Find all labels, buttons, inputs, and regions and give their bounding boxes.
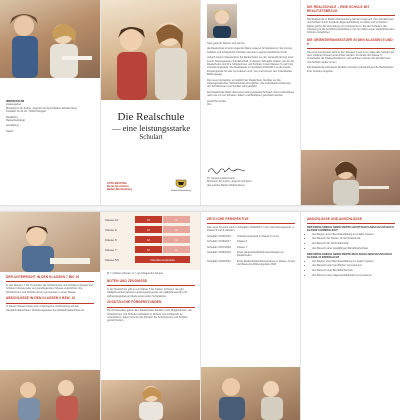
heading-divider [307,223,395,224]
letter-sender [207,177,295,187]
level-label: Orientierungsstufe [150,258,175,262]
heading-divider [6,303,94,304]
baden-wuerttemberg-logo [167,178,195,192]
timeline-text: Erste Realschulabschlussprüfung in Klasse 10 auf der Basis des Bildungsplans 2016 [237,259,295,267]
sender-title: Ministerin für Kultus, Jugend und Sport [207,180,252,184]
perspektive-section [207,218,295,267]
unterricht-section [6,276,94,314]
cover-photo [101,0,201,100]
cover-students-illustration [101,0,201,100]
section-paragraph: Die Realschule in Baden-Württemberg hat den Anspruch, ihre Schülerinnen und Schüler durch fundierte Allgemeinbildung zu Abitur und zu fördern. Dabei gehört die Vermittlung von Kompetenzen, die den Schülern den Übergang in die berufliche Ausbildung und zum Abitur einer weiterführenden Schule ermöglichen. [307,17,395,35]
list-item: • den Besuch eines beruflichen Gymnasiums [312,264,395,267]
sub-heading: DER ERFOLGREICH ABSOLVIERTE REALSCHULABSCHLUSS NACH KLASSE 10 ERMÖGLICHT [307,252,393,260]
letter-closing: Herzliche Grüße [207,99,226,103]
cover-title-line3: Schulart [139,133,163,141]
list-item: • den Beginn einer Berufsausbildung im dualen System [312,233,395,236]
classroom-illustration [301,150,400,205]
timeline-text: Klasse 6 [237,240,247,244]
section-heading: ZEITLICHE PERSPEKTIVE [207,217,249,221]
list-item: • den Beginn einer Berufsausbildung im dualen System [312,260,395,263]
timeline-row [207,251,295,258]
diagram-caption: M = mittleres Niveau, G = grundlegendes Niveau [107,272,164,275]
timeline-year: Schuljahr 2016/2017 [207,240,231,244]
section-paragraph: Die Poolstunden geben den Realschulen deutlich mehr Möglichkeiten, die Schülerinnen und Schüler individuell zu fördern und erfolgreich zu unterstützen. Damit können die Schulen die Schülerinnen und Schüler gezielt fördern. [107,309,192,323]
cover-title-block [101,111,201,142]
cover-page [100,0,201,205]
impressum-line: Gestaltung: [6,124,20,128]
girl-reading-photo [101,380,201,420]
level-label: M [147,248,150,252]
intro-text [307,6,395,75]
perspektive-page [200,212,301,420]
class-label: Klasse 5/6 [105,258,120,262]
list-item: • den Besuch einer Berufsfachschule [312,269,395,272]
teacher-photo [201,367,301,420]
heading-divider [307,15,395,16]
section-heading: DIE REALSCHULE – EINE SCHULE MIT REALITÄTSBEZUG [307,5,370,13]
students-photo [0,0,100,78]
section-heading: DIE ORIENTIERUNGSSTUFE IN DEN KLASSEN 5 UND 6 [307,37,393,46]
classroom-photo [301,150,400,205]
letter-page [200,0,301,205]
section-heading: NOTEN UND ZEUGNISSE [107,279,148,283]
section-heading: ABSCHLÜSSE IN DEN KLASSEN 9 BZW. 10 [6,296,76,301]
minister-portrait [207,4,237,38]
timeline-text: Klasse 7 [237,245,247,249]
timeline-row [207,235,295,238]
section-heading: ABSCHLÜSSE UND ANSCHLÜSSE [307,217,362,221]
heading-divider [207,223,295,224]
list-item: • den Besuch der Klasse 10 der Realschule [312,237,395,240]
girl-reading-illustration [101,380,201,420]
concept-diagram-svg [101,212,201,270]
gute-bildung-logo: GUTE BILDUNG Beste Aussichten Baden-Württemberg [107,182,132,192]
letter-paragraph: Die Realschule bleibt damit eine leistungsstarke Schulart, deren Abschlüsse nach wie vor bei Schülern, Eltern und Betrieben geschätzt werden. [207,90,295,98]
impressum-line: Herausgeber: [6,103,22,107]
brochure-inner-spread [0,212,400,420]
sender-title: des Landes Baden-Württemberg [207,183,245,187]
level-label: G [175,228,178,232]
letter-paragraph: die Realschule ist eine tragende Säule unseres Schulsystems. Sie ist eine beliebte und erfolgreiche Schulart mit einem eigenen fachlichen Profil. [207,47,293,54]
level-label: G [175,238,178,242]
sub-heading: DER ERFOLGREICH ABSOLVIERTE HAUPTSCHULABSCHLUSS NACH KLASSE 9 ERMÖGLICHT [307,225,394,233]
section-heading: ZUSÄTZLICHE FÖRDERSTUNDEN [107,300,162,305]
signature [207,165,247,175]
level-label: M [147,238,150,242]
level-label: G [175,248,178,252]
heading-divider [107,285,195,286]
abschluss-list [307,260,395,277]
impressum-heading: IMPRESSUM [6,99,25,103]
students-illustration [0,0,100,78]
list-item: • den Besuch einer zweijährigen Berufsfachschule [312,247,395,250]
impressum-line: Stand: [6,129,14,133]
heading-divider [6,281,94,282]
timeline-text: Erste Hauptschulabschlussprüfungen an Realschulen [237,251,284,258]
intro-panel [300,0,400,205]
class-label: Klasse 8 [105,238,117,242]
teacher-illustration [201,367,301,420]
letter-role: Ihre [207,103,212,107]
heading-divider [307,48,395,49]
logo-caption: Baden-Württemberg [171,190,191,192]
abschluss-list [307,233,395,250]
lion-crest-icon [174,178,188,190]
section-paragraph: Das neue Konzept wird im Schuljahr 2016/2017 in der Orientierungsstufe, in Klasse 5 und 6 wirksam. [207,225,295,233]
list-item: • den Besuch der Werkrealschule [312,242,395,245]
brochure-outer-spread [0,0,400,205]
timeline-year: Schuljahr 2017/2018 [207,245,231,249]
impressum [6,100,94,133]
timeline-row [207,260,295,267]
back-page [0,0,100,205]
section-paragraph: In der Realschule gibt es ein Klasse 5 bis Klasse 10 Noten. Es gibt Halbjahresinformationen/-leistungszeugnisse am Halbjahresende und Jahreszeugnisse am Ende eines jeden Schuljahres. [107,287,187,298]
abschluesse-page [300,212,400,420]
impressum-line: Ministerium für Kultus, Jugend und Sport Baden-Württemberg [6,106,77,110]
heading-divider [107,307,195,308]
section-paragraph: In den Klassen 7 bis 10 werden die Schülerinnen und Schüler entweder auf mittlerem Niveau oder auf grundlegendem Niveau unterrichtet. Die Schülerinnen und Schüler lernen gemeinsam in einer Klasse. [6,283,93,294]
timeline-year: Schuljahr 2018/2019 [207,251,231,255]
timeline-row [207,246,295,249]
cover-title-line1: Die Realschule [117,111,185,123]
section-heading: DER UNTERRICHT IN DEN KLASSEN 7 BIS 10 [6,275,80,279]
level-label: M [147,228,150,232]
timeline-row [207,240,295,243]
timeline-table [207,235,295,267]
timeline-year: Schuljahr 2015/2016 [207,234,231,238]
signature-icon [207,165,247,175]
concept-diagram [101,212,201,270]
timeline-year: Schuljahr 2020/2021 [207,259,231,263]
abschluesse-section [307,218,395,278]
cover-title-line2: — eine leistungsstarke [111,123,191,133]
impressum-line: Realschulreferat [6,119,25,123]
boy-writing-illustration [0,212,100,272]
sender-name: Dr. Susanne Eisenmann [207,177,235,180]
boy-writing-photo [0,212,100,272]
level-label: G [175,218,178,222]
level-label: M [147,218,150,222]
letter-body [207,42,295,107]
impressum-line: Postfach 10 34 42, 70029 Stuttgart [6,110,47,114]
class-label: Klasse 9 [105,228,117,232]
letter-paragraph: Jedoch treten insbesondere die Realschulen vor der Herausforderung einer immer heterogeneren Schülerschaft. In diesem Schuljahr starten nun für die Realschulen und ihre Schülerinnen und Schüler in den Klassen 5 und 6 die Orientierungsstufe. Die Realschule im Schuljahr 2016/2017 ist die zweite Eingangsstufe für das Gymnasium sind, neu und können den individuellen Bildungsweg. [207,56,295,77]
list-item: • den Besuch eines allgemeinbildenden Gymnasiums [312,274,395,277]
letter-greeting: Sehr geehrte Damen und Herren, [207,42,246,45]
portrait-illustration [207,4,237,38]
class-label: Klasse 7 [105,248,117,252]
students-group-photo [0,370,100,420]
section-paragraph: In dieser Klassen bietet eine vorgezogene Vorbereitung auf den Hauptschulabschluss, beziehungsweise den Realschulabschluss an. [6,305,85,312]
class-label: Klasse 10 [105,218,119,222]
students-group-illustration [0,370,100,420]
timeline-text: Orientierungsstufe in Klasse 5 und 6 [237,234,279,238]
section-paragraph: Die neue Konzeption sieht in den Klassen 5 und 6 vor, dass alle Schüler auf dem mittleren Niveau unterrichtet werden. Am Ende der Klasse 6 entscheidet die Klassenkonferenz, auf welchem Niveau die Schülerinnen und Schüler weiter lernen. [307,50,395,64]
section-paragraph: Die Realschule wird damit flexibler und kann individuell auf die Bedürfnisse ihrer Schüler eingehen. [307,66,394,73]
concept-page [100,212,201,420]
noten-section [107,280,195,325]
impressum-line: Redaktion: [6,115,19,119]
letter-paragraph: Die neue Konzeption ermöglicht der Realschule, flexibler auf die Heterogenität ihrer Schülerschaft einzugehen. Die individuelle Förderung der Schülerinnen und Schüler wird gestärkt. [207,78,291,89]
inner-left-page [0,212,100,420]
